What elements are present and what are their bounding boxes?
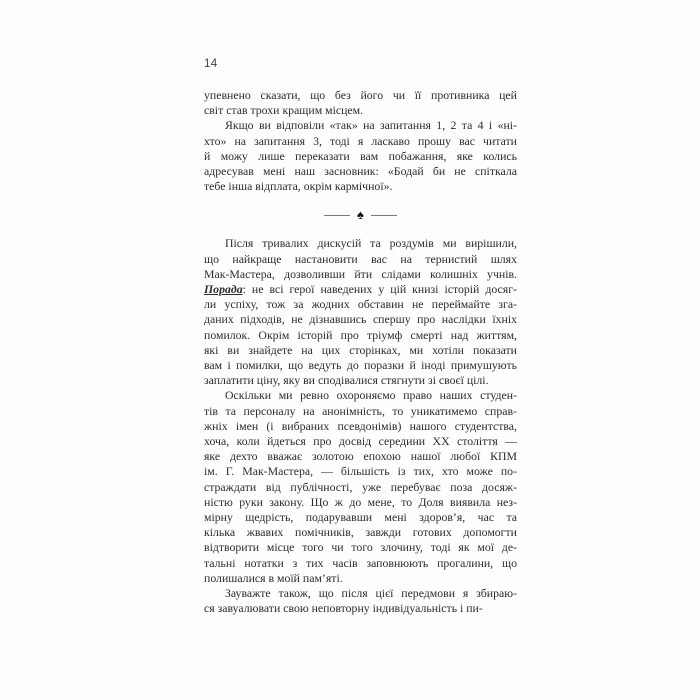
text-line: ли успіху, тож за жодних обставин не переймайте зга- [204, 297, 517, 312]
text-line: тебе інша відплата, окрім кармічної». [204, 179, 393, 194]
body-text [204, 88, 517, 617]
paragraph [204, 88, 517, 118]
paragraph [204, 388, 517, 586]
text-line: упевнено сказати, що без його чи її противника цей [204, 88, 517, 102]
text-line: кілька жвавих помічників, завжди готових допомогти [204, 525, 517, 540]
text-line: які ви знайдете на цих сторінках, ми хотіли показати [204, 342, 517, 357]
paragraph [204, 118, 517, 194]
text-line: хто» на запитання 3, тоді я ласкаво прошу вас читати [204, 133, 517, 148]
page-number: 14 [204, 58, 218, 70]
text-line: тальні нотатки з тих часів заповнюють прогалини, що [204, 555, 517, 570]
text-line: вам і помилки, що ведуть до поразки й іноді примушують [204, 358, 517, 373]
text-line: жніх імен (і вибраних псевдонімів) нашого студентства, [204, 418, 517, 433]
text-line: світ став трохи кращим місцем. [204, 103, 364, 118]
section-separator [204, 200, 517, 230]
paragraph [204, 586, 517, 616]
text-line: тів та персоналу на анонімність, то уникатимемо справ- [204, 403, 517, 418]
text-line: Зауважте також, що після цієї передмови я збираю- [225, 586, 517, 601]
text-line: яке дехто вважає золотою епохою нашої любої КПМ [204, 449, 517, 464]
text-line: даних підходів, не дізнавшись спершу про наслідки їхніх [204, 312, 517, 327]
text-line: ся завуалювати свою неповторну індивідуальність і пи- [204, 601, 483, 616]
text-line: що найкраще настановити вас на тернистий шлях [204, 251, 517, 266]
text-line: полишалися в моїй пам’яті. [204, 570, 343, 585]
text-line: страждати від публічності, уже перебуває поза досяж- [204, 479, 517, 494]
emphasized-term: Порада [204, 282, 243, 297]
text-line: мірну щедрість, подарувавши мені здоров’я, час та [204, 510, 517, 525]
text-line: Якщо ви відповіли «так» на запитання 1, 2 та 4 і «ні- [225, 118, 517, 133]
text-line: Порада: не всі герої наведених у цій книзі історій досяг- [204, 282, 517, 297]
text-line: хоча, коли йдеться про досвід середини XX століття — [204, 434, 517, 449]
text-line: Оскільки ми ревно охороняємо право наших студен- [225, 388, 517, 403]
separator-line [371, 215, 397, 216]
text-line: Мак-Мастера, дозволивши йти слідами колишніх учнів. [204, 266, 517, 281]
text-line: Після тривалих дискусій та роздумів ми вирішили, [225, 236, 517, 251]
text-line: адресував мені наш засновник: «Бодай би не спіткала [204, 164, 517, 179]
text-line: й можу лише переказати вам побажання, яке колись [204, 148, 517, 163]
text-line: помилок. Окрім історій про тріумф смерті над життям, [204, 327, 517, 342]
spade-icon: ♠ [357, 206, 364, 222]
text-line: ім. Г. Мак-Мастера, — більшість із тих, хто може по- [204, 464, 517, 479]
paragraph [204, 236, 517, 388]
text-line: відтворити місце того чи того злочину, тоді як мої де- [204, 540, 517, 555]
text-line: заплатити ціну, яку ви сподівалися стягнути зі своєї цілі. [204, 373, 489, 388]
separator-line [324, 215, 350, 216]
text-line: ністю руки закону. Що ж до мене, то Доля виявила нез- [204, 494, 517, 509]
